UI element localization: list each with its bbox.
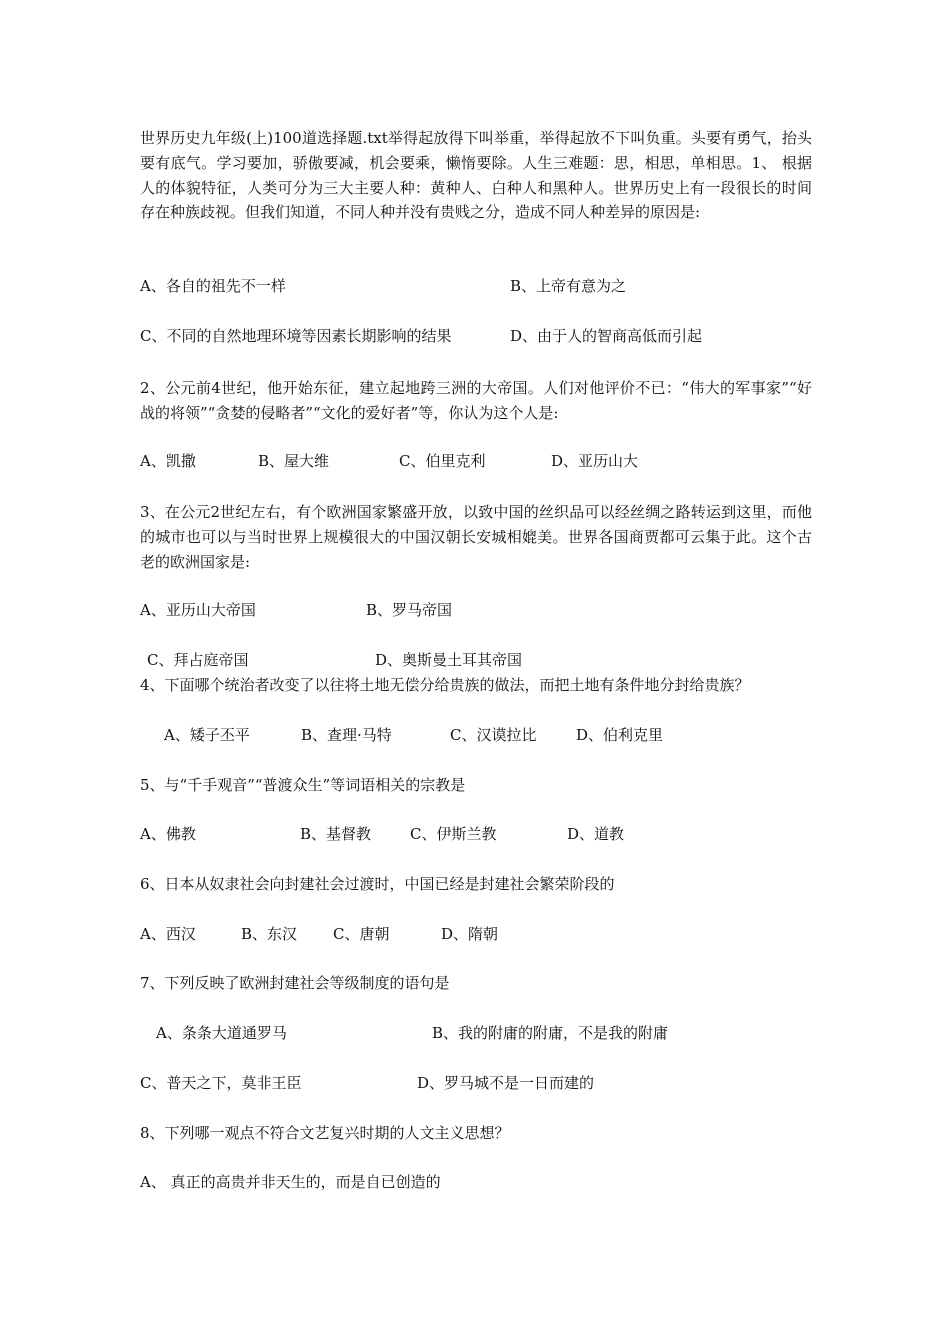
q7-option-a: A、条条大道通罗马 [156, 1024, 287, 1042]
q3-text: 3、在公元2世纪左右，有个欧洲国家繁盛开放，以致中国的丝织品可以经丝绸之路转运到这里，而他的城市也可以与当时世界上规模很大的中国汉朝长安城相媲美。世界各国商贾都可云集于此。这个古老的欧洲国家是: [140, 503, 812, 571]
q4-option-d: D、伯利克里 [576, 726, 664, 744]
q5-option-a: A、佛教 [140, 825, 196, 843]
q6-option-b: B、东汉 [241, 925, 298, 943]
q2-text: 2、公元前4世纪，他开始东征，建立起地跨三洲的大帝国。人们对他评价不已：“伟大的军事家”“好战的将领”“贪婪的侵略者”“文化的爱好者”等，你认为这个人是: [140, 379, 812, 422]
q2-option-b: B、屋大维 [258, 452, 330, 470]
q7-option-b: B、我的附庸的附庸，不是我的附庸 [432, 1024, 669, 1042]
q3-option-b: B、罗马帝国 [366, 601, 453, 619]
q5-option-c: C、伊斯兰教 [410, 825, 497, 843]
q5-option-b: B、基督教 [300, 825, 372, 843]
q4-option-c: C、汉谟拉比 [450, 726, 537, 744]
q2-option-d: D、亚历山大 [551, 452, 639, 470]
q1-option-c: C、不同的自然地理环境等因素长期影响的结果 [140, 327, 452, 345]
q7-text: 7、下列反映了欧洲封建社会等级制度的语句是 [140, 974, 450, 992]
q4-option-a: A、矮子丕平 [164, 726, 250, 744]
q4-option-b: B、查理·马特 [301, 726, 392, 744]
q3-option-a: A、亚历山大帝国 [140, 601, 256, 619]
q3-option-d: D、奥斯曼土耳其帝国 [375, 651, 523, 669]
q3-option-c: C、拜占庭帝国 [147, 651, 249, 669]
q2-option-c: C、伯里克利 [399, 452, 486, 470]
q6-text: 6、日本从奴隶社会向封建社会过渡时，中国已经是封建社会繁荣阶段的 [140, 875, 615, 893]
q6-option-d: D、隋朝 [441, 925, 499, 943]
q6-option-a: A、西汉 [140, 925, 196, 943]
q1-option-d: D、由于人的智商高低而引起 [510, 327, 703, 345]
q2-option-a: A、凯撒 [140, 452, 196, 470]
q4-text: 4、下面哪个统治者改变了以往将土地无偿分给贵族的做法，而把土地有条件地分封给贵族？ [140, 676, 750, 694]
q8-option-a: A、 真正的高贵并非天生的，而是自已创造的 [140, 1173, 441, 1191]
intro-paragraph: 世界历史九年级(上)100道选择题.txt举得起放得下叫举重，举得起放不下叫负重。头要有勇气，抬头要有底气。学习要加，骄傲要减，机会要乘，懒惰要除。人生三难题：思，相思，单相思。1、 根据人的体貌特征，人类可分为三大主要人种：黄种人、白种人和黑种人。世界历史上有一段很长的时间存在种族歧视。但我们知道，不同人种并没有贵贱之分，造成不同人种差异的原因是: [140, 129, 812, 222]
q8-text: 8、下列哪一观点不符合文艺复兴时期的人文主义思想？ [140, 1124, 510, 1142]
q7-option-d: D、罗马城不是一日而建的 [417, 1074, 595, 1092]
q5-option-d: D、道教 [567, 825, 625, 843]
q6-option-c: C、唐朝 [333, 925, 390, 943]
q1-option-a: A、各自的祖先不一样 [140, 277, 286, 295]
q7-option-c: C、普天之下，莫非王臣 [140, 1074, 302, 1092]
q1-option-b: B、上帝有意为之 [510, 277, 627, 295]
q5-text: 5、与“千手观音”“普渡众生”等词语相关的宗教是 [140, 776, 466, 794]
